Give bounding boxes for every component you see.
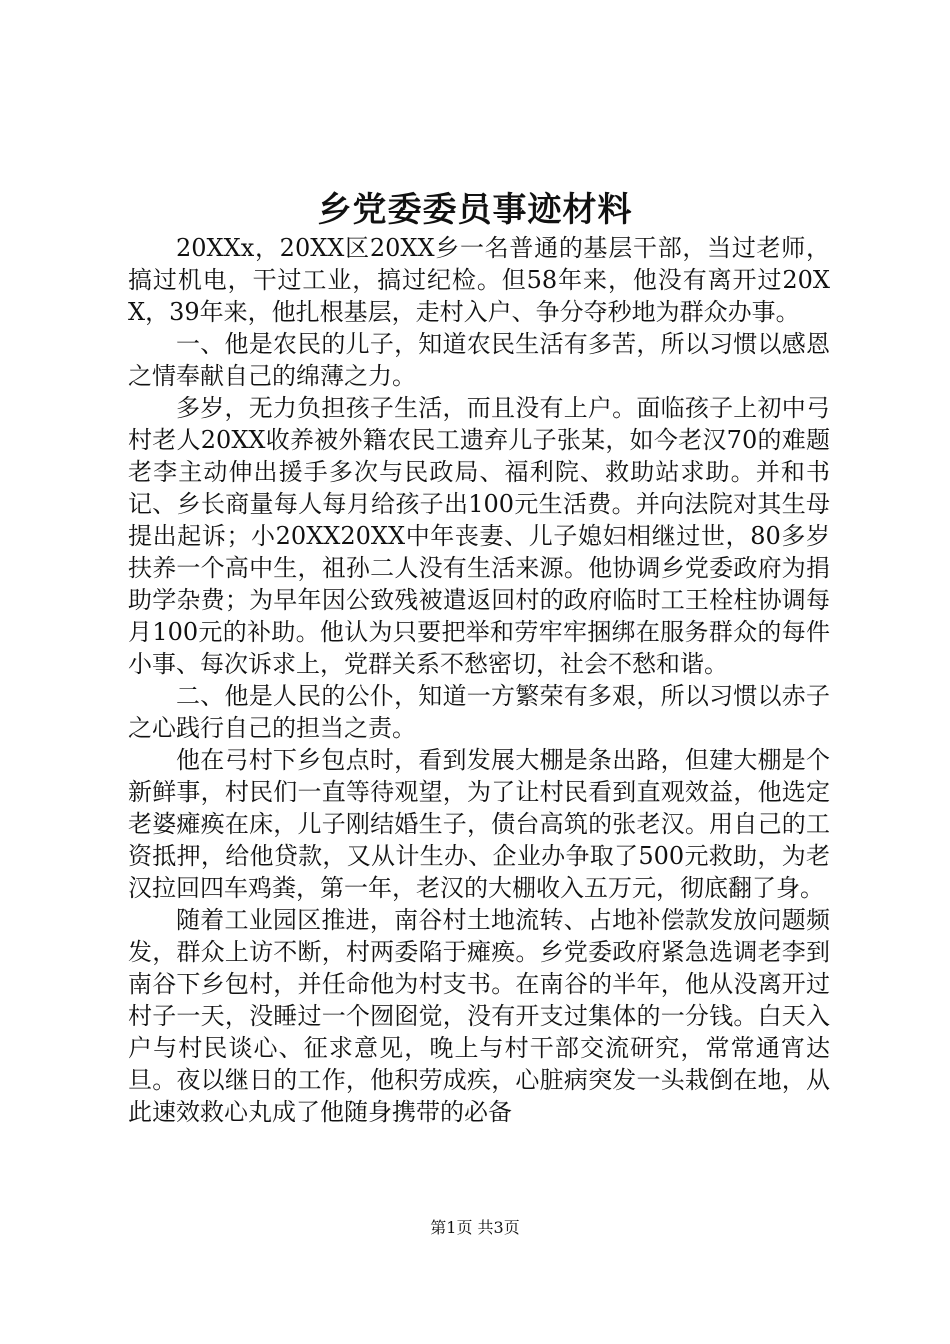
paragraph-nangu-village: 随着工业园区推进，南谷村土地流转、占地补偿款发放问题频发，群众上访不断，村两委陷于瘫痪。乡党委政府紧急选调老李到南谷下乡包村，并任命他为村支书。在南谷的半年，他从没离开过村子一天，没睡过一个囫囵觉，没有开支过集体的一分钱。白天入户与村民谈心、征求意见，晚上与村干部交流研究，常常通宵达旦。夜以继日的工作，他积劳成疾，心脏病突发一头栽倒在地，从此速效救心丸成了他随身携带的必备 [128,906,830,1126]
document-body [128,232,830,1128]
paragraph-section-two-heading: 二、他是人民的公仆，知道一方繁荣有多艰，所以习惯以赤子之心践行自己的担当之责。 [128,682,830,742]
paragraph-section-one-heading: 一、他是农民的儿子，知道农民生活有多苦，所以习惯以感恩之情奉献自己的绵薄之力。 [128,330,830,390]
document-title: 乡党委委员事迹材料 [317,190,633,230]
paragraph-intro: 20XXx，20XX区20XX乡一名普通的基层干部，当过老师，搞过机电，干过工业，搞过纪检。但58年来，他没有离开过20XX，39年来，他扎根基层，走村入户、争分夺秒地为群众办事。 [128,234,830,326]
page-footer: 第1页 共3页 [430,1218,520,1237]
paragraph-section-one-body: 多岁，无力负担孩子生活，而且没有上户。面临孩子上初中弓村老人20XX收养被外籍农民工遗弃儿子张某，如今老汉70的难题老李主动伸出援手多次与民政局、福利院、救助站求助。并和书记、乡长商量每人每月给孩子出100元生活费。并向法院对其生母提出起诉；小20XX20XX中年丧妻、儿子媳妇相继过世，80多岁扶养一个高中生，祖孙二人没有生活来源。他协调乡党委政府为捐助学杂费；为早年因公致残被遣返回村的政府临时工王栓柱协调每月100元的补助。他认为只要把举和劳牢牢捆绑在服务群众的每件小事、每次诉求上，党群关系不愁密切，社会不愁和谐。 [128,394,830,678]
paragraph-greenhouse-story: 他在弓村下乡包点时，看到发展大棚是条出路，但建大棚是个新鲜事，村民们一直等待观望，为了让村民看到直观效益，他选定老婆瘫痪在床，儿子刚结婚生子，债台高筑的张老汉。用自己的工资抵押，给他贷款，又从计生办、企业办争取了500元救助，为老汉拉回四车鸡粪，第一年，老汉的大棚收入五万元，彻底翻了身。 [128,746,830,902]
